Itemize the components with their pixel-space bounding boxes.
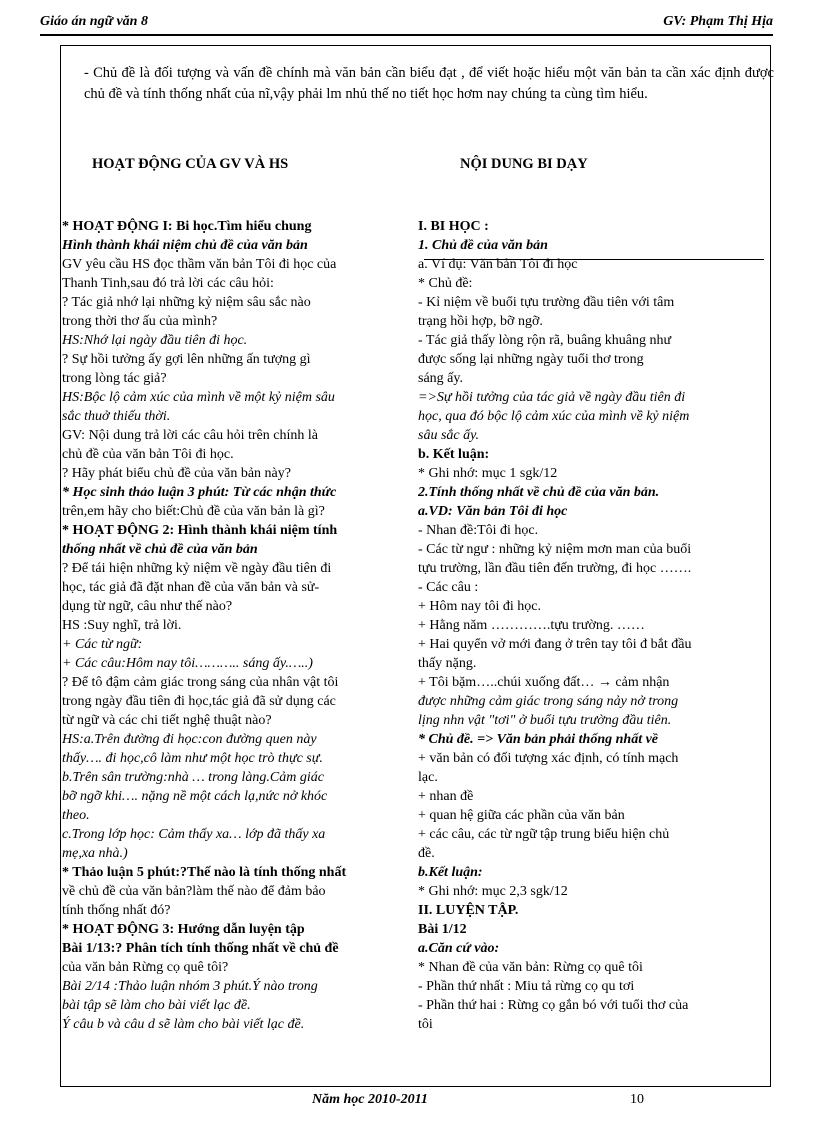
left-line: HS:a.Trên đường đi học:con đường quen này bbox=[62, 732, 317, 747]
left-line: mẹ,xa nhà.) bbox=[62, 846, 128, 861]
left-line: HS:Bộc lộ cảm xúc của mình về một kỷ niệm sâu bbox=[62, 390, 335, 405]
right-line: b.Kết luận: bbox=[418, 865, 483, 880]
intro-paragraph: - Chủ đề là đối tượng và vấn đề chính mà văn bản cần biểu đạt , để viết hoặc hiểu một văn bản ta cần xác định được chủ đề và tính thống nhất của nĩ,vậy phải lm nhủ thế no tiết học hơm nay chúng ta cùng tìm hiểu. bbox=[84, 65, 774, 102]
right-line: - Phần thứ hai : Rừng cọ gắn bó với tuổi thơ của bbox=[418, 998, 689, 1013]
left-line: Bài 2/14 :Thảo luận nhóm 3 phút.Ý nào trong bbox=[62, 979, 318, 994]
right-line: sáng ấy. bbox=[418, 371, 463, 386]
left-line: trong ngày đầu tiên đi học,tác giả đã sử dụng các bbox=[62, 694, 336, 709]
right-line: + Hôm nay tôi đi học. bbox=[418, 599, 541, 614]
right-line: II. LUYỆN TẬP. bbox=[418, 903, 519, 918]
right-line: * Nhan đề của văn bản: Rừng cọ quê tôi bbox=[418, 960, 643, 975]
right-line: sâu sắc ấy. bbox=[418, 428, 480, 443]
left-line: về chủ đề của văn bản?làm thế nào để đảm bảo bbox=[62, 884, 326, 899]
left-line: Ý câu b và câu d sẽ làm cho bài viết lạc đề. bbox=[62, 1017, 305, 1032]
right-line: - Tác giả thấy lòng rộn rã, buâng khuâng như bbox=[418, 333, 672, 348]
right-line: I. BI HỌC : bbox=[418, 219, 489, 234]
left-line: từ ngữ và các chi tiết nghệ thuật nào? bbox=[62, 713, 272, 728]
left-line: c.Trong lớp học: Cảm thấy xa… lớp đã thấy xa bbox=[62, 827, 326, 842]
left-line: * HOẠT ĐỘNG I: Bi học.Tìm hiểu chung bbox=[62, 219, 312, 234]
left-line: của văn bản Rừng cọ quê tôi? bbox=[62, 960, 229, 975]
page-header bbox=[40, 14, 773, 36]
right-line: b. Kết luận: bbox=[418, 447, 490, 462]
right-line: + các câu, các từ ngữ tập trung biểu hiện chủ bbox=[418, 827, 670, 842]
right-line: tựu trường, lần đầu tiên đến trường, đi học ……. bbox=[418, 561, 692, 576]
right-line: - Phần thứ nhất : Miu tả rừng cọ qu tơi bbox=[418, 979, 635, 994]
left-line: bài tập sẽ làm cho bài viết lạc đề. bbox=[62, 998, 251, 1013]
right-line: học, qua đó bộc lộ cảm xúc của mình về kỷ niệm bbox=[418, 409, 690, 424]
right-line: - Nhan đề:Tôi đi học. bbox=[418, 523, 539, 538]
right-line: + Hai quyển vở mới đang ở trên tay tôi đ bắt đầu bbox=[418, 637, 692, 652]
left-line: * HOẠT ĐỘNG 3: Hướng dẫn luyện tập bbox=[62, 922, 305, 937]
left-line: theo. bbox=[62, 808, 90, 823]
right-line: * Chủ đề. => Văn bản phải thống nhất về bbox=[418, 732, 659, 747]
right-line: được những cảm giác trong sáng nảy nở trong bbox=[418, 694, 679, 709]
left-line: + Các câu:Hôm nay tôi……….. sáng ấy.…..) bbox=[62, 656, 313, 671]
left-line: trên,em hãy cho biết:Chủ đề của văn bản là gì? bbox=[62, 504, 325, 519]
left-line: sắc thuở thiếu thời. bbox=[62, 409, 171, 424]
left-line: b.Trên sân trường:nhà … trong làng.Cảm giác bbox=[62, 770, 324, 785]
left-line: * Thảo luận 5 phút:?Thế nào là tính thống nhất bbox=[62, 865, 347, 880]
left-line: Hình thành khái niệm chủ đề của văn bản bbox=[62, 238, 308, 253]
left-line: dụng từ ngữ, câu như thế nào? bbox=[62, 599, 233, 614]
right-line: - Các từ ngư : những kỷ niệm mơn man của buổi bbox=[418, 542, 692, 557]
right-line: thấy nặng. bbox=[418, 656, 477, 671]
left-line: trong thời thơ ấu của mình? bbox=[62, 314, 218, 329]
left-line: trong lòng tác giả? bbox=[62, 371, 167, 386]
school-year: Năm học 2010-2011 bbox=[312, 1092, 428, 1107]
right-line: * Ghi nhớ: mục 1 sgk/12 bbox=[418, 466, 558, 481]
right-line: a.VD: Văn bản Tôi đi học bbox=[418, 504, 568, 519]
left-line: bỡ ngỡ khi…. nặng nề một cách lạ,nức nở khóc bbox=[62, 789, 328, 804]
page-number: 10 bbox=[630, 1092, 644, 1107]
header-subject: Giáo án ngữ văn 8 bbox=[40, 14, 148, 29]
left-line: chủ đề của văn bản Tôi đi học. bbox=[62, 447, 234, 462]
right-line: lạc. bbox=[418, 770, 438, 785]
right-line: - Kỉ niệm về buổi tựu trường đầu tiên với tâm bbox=[418, 295, 675, 310]
left-line: ? Hãy phát biểu chủ đề của văn bản này? bbox=[62, 466, 291, 481]
left-line: ? Sự hồi tưởng ấy gợi lên những ấn tượng gì bbox=[62, 352, 311, 367]
right-line: 2.Tính thống nhất về chủ đề của văn bản. bbox=[418, 485, 660, 500]
left-line: Thanh Tinh,sau đó trả lời các câu hỏi: bbox=[62, 276, 274, 291]
left-line: thống nhất về chủ đề của văn bản bbox=[62, 542, 258, 557]
right-line: + Hằng năm ………….tựu trường. …… bbox=[418, 618, 645, 633]
right-line: + Tôi bặm…..chúi xuống đất… → cảm nhận bbox=[418, 675, 670, 690]
teacher-student-activities bbox=[62, 217, 419, 1034]
right-line: + quan hệ giữa các phần của văn bản bbox=[418, 808, 625, 823]
left-line: GV: Nội dung trả lời các câu hỏi trên chính là bbox=[62, 428, 318, 443]
lesson-content bbox=[418, 217, 774, 1034]
right-line: trạng hồi hợp, bỡ ngỡ. bbox=[418, 314, 543, 329]
header-teacher: GV: Phạm Thị Hịa bbox=[663, 14, 773, 29]
right-line: đề. bbox=[418, 846, 435, 861]
right-line: + văn bản có đối tượng xác định, có tính mạch bbox=[418, 751, 679, 766]
left-line: * HOẠT ĐỘNG 2: Hình thành khái niệm tính bbox=[62, 523, 338, 538]
left-line: HS:Nhớ lại ngày đầu tiên đi học. bbox=[62, 333, 248, 348]
left-line: ? Để tái hiện những kỷ niệm về ngày đầu tiên đi bbox=[62, 561, 332, 576]
left-line: GV yêu cầu HS đọc thầm văn bản Tôi đi học của bbox=[62, 257, 337, 272]
left-line: + Các từ ngữ: bbox=[62, 637, 143, 652]
left-line: ? Để tô đậm cảm giác trong sáng của nhân vật tôi bbox=[62, 675, 339, 690]
left-line: thấy…. đi học,cô làm như một học trò thực sự. bbox=[62, 751, 323, 766]
right-line: * Chủ đề: bbox=[418, 276, 473, 291]
right-line: - Các câu : bbox=[418, 580, 479, 595]
right-line: tôi bbox=[418, 1017, 433, 1032]
right-line: * Ghi nhớ: mục 2,3 sgk/12 bbox=[418, 884, 568, 899]
section-underline bbox=[424, 259, 764, 260]
left-line: Bài 1/13:? Phân tích tính thống nhất về chủ đề bbox=[62, 941, 339, 956]
left-line: tính thống nhất đó? bbox=[62, 903, 171, 918]
right-line: + nhan đề bbox=[418, 789, 474, 804]
left-line: học, tác giả đã đặt nhan đề của văn bản và sử- bbox=[62, 580, 320, 595]
left-column-heading: HOẠT ĐỘNG CỦA GV VÀ HS bbox=[92, 156, 289, 172]
left-line: HS :Suy nghĩ, trả lời. bbox=[62, 618, 182, 633]
right-line: =>Sự hồi tưởng của tác giả về ngày đầu tiên đi bbox=[418, 390, 686, 405]
right-line: a. Ví dụ: Văn bản Tôi đi học bbox=[418, 257, 578, 272]
right-line: Bài 1/12 bbox=[418, 922, 467, 937]
right-line: được sống lại những ngày tuổi thơ trong bbox=[418, 352, 644, 367]
left-line: ? Tác giả nhớ lại những kỷ niệm sâu sắc nào bbox=[62, 295, 311, 310]
right-line: lịng nhn vật "tơi" ở buổi tựu trường đầu tiên. bbox=[418, 713, 672, 728]
right-column-heading: NỘI DUNG BI DẠY bbox=[460, 156, 588, 172]
right-line: a.Căn cứ vào: bbox=[418, 941, 500, 956]
left-line: * Học sinh thảo luận 3 phút: Từ các nhận thức bbox=[62, 485, 337, 500]
right-line: 1. Chủ đề của văn bản bbox=[418, 238, 548, 253]
